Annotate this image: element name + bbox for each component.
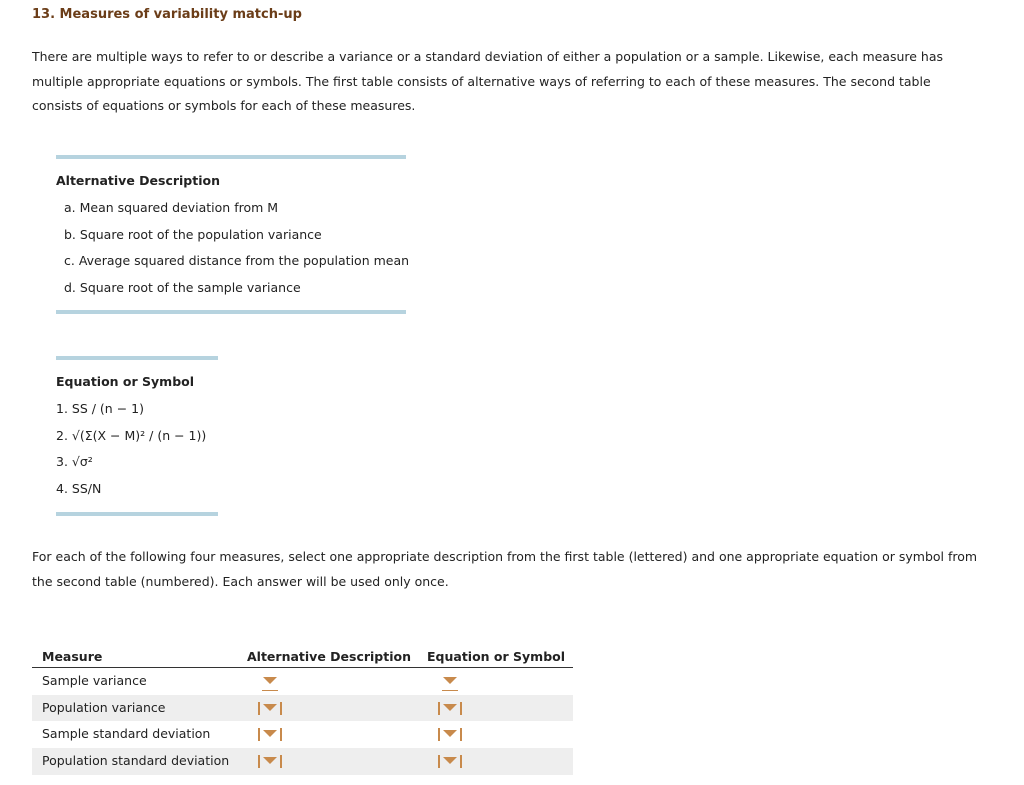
chevron-down-icon xyxy=(263,757,277,764)
description-dropdown[interactable] xyxy=(258,728,282,742)
table-row xyxy=(32,721,573,748)
dropdown-bar xyxy=(280,728,282,741)
dropdown-underline xyxy=(442,690,458,691)
chevron-down-icon xyxy=(443,730,457,737)
descriptions-heading: Alternative Description xyxy=(56,173,220,188)
dropdown-bar xyxy=(280,755,282,768)
description-dropdown[interactable] xyxy=(258,702,282,716)
equation-column-header: Equation or Symbol xyxy=(427,649,566,664)
measure-label: Sample variance xyxy=(42,673,147,688)
table-bottom-rule xyxy=(56,310,406,314)
measure-label: Sample standard deviation xyxy=(42,726,211,742)
description-item: c. Average squared distance from the population mean xyxy=(64,253,410,269)
instructions-text: For each of the following four measures, select one appropriate description from the first table (lettered) and one appropriate equation or symbol from the second table (numbered). Each answer will be used only once. xyxy=(32,549,978,589)
match-table xyxy=(32,646,573,775)
description-column-header: Alternative Description xyxy=(247,649,411,664)
equation-item: 3. √σ² xyxy=(56,454,93,470)
match-table-header xyxy=(32,646,573,668)
dropdown-bar xyxy=(280,702,282,715)
table-row xyxy=(32,668,573,695)
table-bottom-rule xyxy=(56,512,218,516)
chevron-down-icon xyxy=(263,704,277,711)
dropdown-bar xyxy=(258,728,260,741)
description-dropdown[interactable] xyxy=(258,755,282,769)
equation-dropdown[interactable] xyxy=(438,675,462,689)
question-title: 13. Measures of variability match-up xyxy=(32,7,302,22)
equation-item: 2. √(Σ(X − M)² / (n − 1)) xyxy=(56,427,207,443)
description-item: d. Square root of the sample variance xyxy=(64,280,301,296)
description-dropdown[interactable] xyxy=(258,675,282,689)
chevron-down-icon xyxy=(263,730,277,737)
table-row xyxy=(32,695,573,722)
equation-dropdown[interactable] xyxy=(438,702,462,716)
equation-item: 1. SS / (n − 1) xyxy=(56,401,144,416)
dropdown-bar xyxy=(438,755,440,768)
dropdown-bar xyxy=(460,702,462,715)
equations-table xyxy=(56,356,218,516)
dropdown-bar xyxy=(258,755,260,768)
description-item: b. Square root of the population variance xyxy=(64,226,322,242)
measure-column-header: Measure xyxy=(42,649,103,664)
table-top-rule xyxy=(56,356,218,360)
dropdown-bar xyxy=(460,755,462,768)
dropdown-bar xyxy=(258,702,260,715)
dropdown-bar xyxy=(460,728,462,741)
measure-label: Population standard deviation xyxy=(42,753,230,769)
equation-dropdown[interactable] xyxy=(438,728,462,742)
dropdown-underline xyxy=(262,690,278,691)
intro-text: There are multiple ways to refer to or describe a variance or a standard deviation of either a population or a sample. Likewise, each measure has multiple appropriate equations or symbols. The first table consists of alternative ways of referring to each of these measures. The second table consists of equations or symbols for each of these measures. xyxy=(32,49,944,113)
chevron-down-icon xyxy=(443,757,457,764)
descriptions-table xyxy=(56,155,410,314)
table-row xyxy=(32,748,573,775)
measure-label: Population variance xyxy=(42,699,166,715)
chevron-down-icon xyxy=(443,704,457,711)
equation-dropdown[interactable] xyxy=(438,755,462,769)
chevron-down-icon xyxy=(443,677,457,684)
chevron-down-icon xyxy=(263,677,277,684)
description-item: a. Mean squared deviation from M xyxy=(64,200,279,215)
dropdown-bar xyxy=(438,728,440,741)
equations-heading: Equation or Symbol xyxy=(56,374,195,389)
table-top-rule xyxy=(56,155,406,159)
dropdown-bar xyxy=(438,702,440,715)
equation-item: 4. SS/N xyxy=(56,481,102,497)
